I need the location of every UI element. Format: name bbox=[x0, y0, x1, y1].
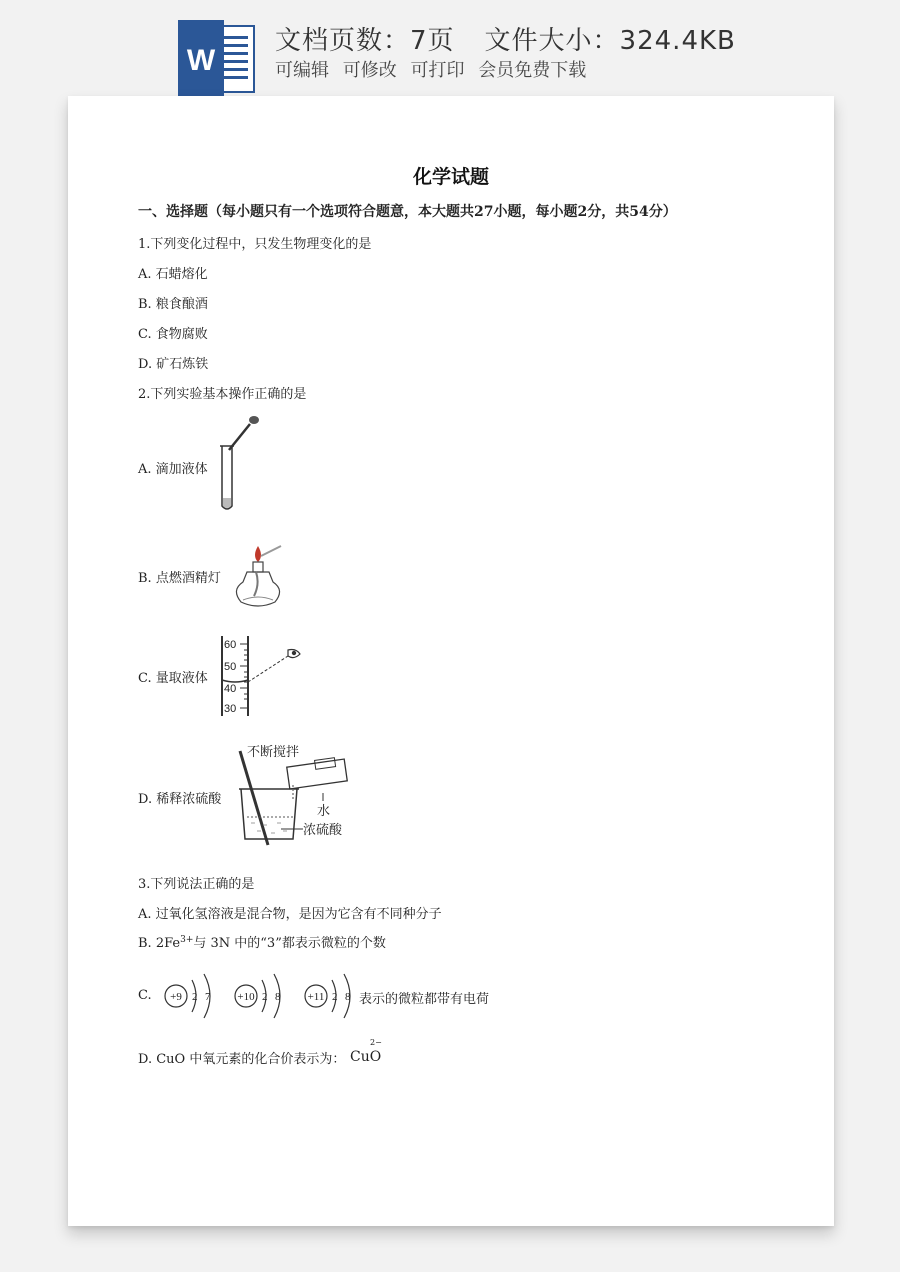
q3-option-b: B. $2Fe^{3+}$与 3N 中的“3”都表示微粒的个数 bbox=[138, 935, 386, 951]
feature-list bbox=[275, 56, 594, 82]
q3-option-c-label: C. bbox=[138, 988, 152, 1003]
file-size: 文件大小：324.4KB bbox=[484, 26, 736, 56]
alcohol-lamp-illustration bbox=[223, 542, 293, 614]
label-conc-sulfuric-acid: 浓硫酸 bbox=[303, 823, 343, 838]
document-page bbox=[68, 96, 834, 1226]
cylinder-tick-60: 60 bbox=[224, 639, 237, 651]
document-header bbox=[0, 0, 900, 96]
question-2-stem: 2.下列实验基本操作正确的是 bbox=[138, 387, 307, 402]
atom-diagram-3 bbox=[305, 974, 351, 1018]
label-keep-stirring: 不断搅拌 bbox=[247, 745, 300, 760]
feature-modifiable: 可修改 bbox=[342, 60, 397, 81]
cylinder-tick-50: 50 bbox=[224, 661, 237, 673]
q3-option-a: A. 过氧化氢溶液是混合物，是因为它含有不同种分子 bbox=[138, 907, 442, 922]
doc-title: 化学试题 bbox=[412, 166, 489, 188]
svg-text:W: W bbox=[186, 44, 216, 77]
atom-diagram-1 bbox=[165, 974, 211, 1018]
cylinder-tick-30: 30 bbox=[224, 703, 237, 715]
shell-1-count: 2 bbox=[332, 991, 338, 1003]
q3-option-d: D. CuO 中氧元素的化合价表示为： bbox=[138, 1052, 346, 1067]
document-meta-info bbox=[275, 20, 736, 57]
feature-member-download: 会员免费下载 bbox=[478, 60, 587, 81]
word-document-icon bbox=[178, 20, 258, 96]
shell-1-count: 2 bbox=[262, 991, 268, 1003]
fe-charge-superscript: 3+ bbox=[180, 935, 194, 945]
q2-option-d: D. 稀释浓硫酸 bbox=[138, 792, 222, 807]
q1-option-d: D. 矿石炼铁 bbox=[138, 357, 209, 372]
shell-1-count: 2 bbox=[192, 991, 198, 1003]
shell-2-count: 7 bbox=[205, 991, 211, 1003]
feature-printable: 可打印 bbox=[410, 60, 465, 81]
cylinder-tick-40: 40 bbox=[224, 683, 237, 695]
q2-option-b: B. 点燃酒精灯 bbox=[138, 571, 221, 586]
shell-2-count: 8 bbox=[345, 991, 351, 1003]
q1-option-b: B. 粮食酿酒 bbox=[138, 297, 208, 312]
question-1-stem: 1.下列变化过程中，只发生物理变化的是 bbox=[138, 237, 372, 252]
q3-option-c-text: 表示的微粒都带有电荷 bbox=[359, 992, 490, 1007]
label-water: 水 bbox=[317, 804, 331, 819]
dilute-sulfuric-acid-illustration bbox=[233, 741, 368, 851]
graduated-cylinder-illustration bbox=[220, 636, 310, 718]
q1-option-c: C. 食物腐败 bbox=[138, 327, 208, 342]
q2-option-c: C. 量取液体 bbox=[138, 671, 208, 686]
question-3-stem: 3.下列说法正确的是 bbox=[138, 877, 255, 892]
feature-editable: 可编辑 bbox=[275, 60, 329, 81]
shell-2-count: 8 bbox=[275, 991, 281, 1003]
atomic-structure-diagrams bbox=[162, 968, 362, 1024]
q1-option-a: A. 石蜡熔化 bbox=[138, 267, 208, 282]
atom-diagram-2 bbox=[235, 974, 281, 1018]
page-count: 文档页数：7页 bbox=[275, 26, 455, 56]
nucleus-label-1: +9 bbox=[170, 991, 182, 1003]
q2-option-a: A. 滴加液体 bbox=[138, 462, 208, 477]
nucleus-label-3: +11 bbox=[307, 991, 325, 1003]
cuo-formula: CuO bbox=[350, 1049, 382, 1065]
cuo-valence-formula bbox=[350, 1038, 390, 1068]
oxygen-valence: 2− bbox=[370, 1038, 382, 1047]
nucleus-label-2: +10 bbox=[237, 991, 255, 1003]
section-heading: 一、选择题（每小题只有一个选项符合题意，本大题共27小题，每小题2分，共54分） bbox=[138, 204, 677, 220]
dropper-test-tube-illustration bbox=[210, 414, 270, 514]
